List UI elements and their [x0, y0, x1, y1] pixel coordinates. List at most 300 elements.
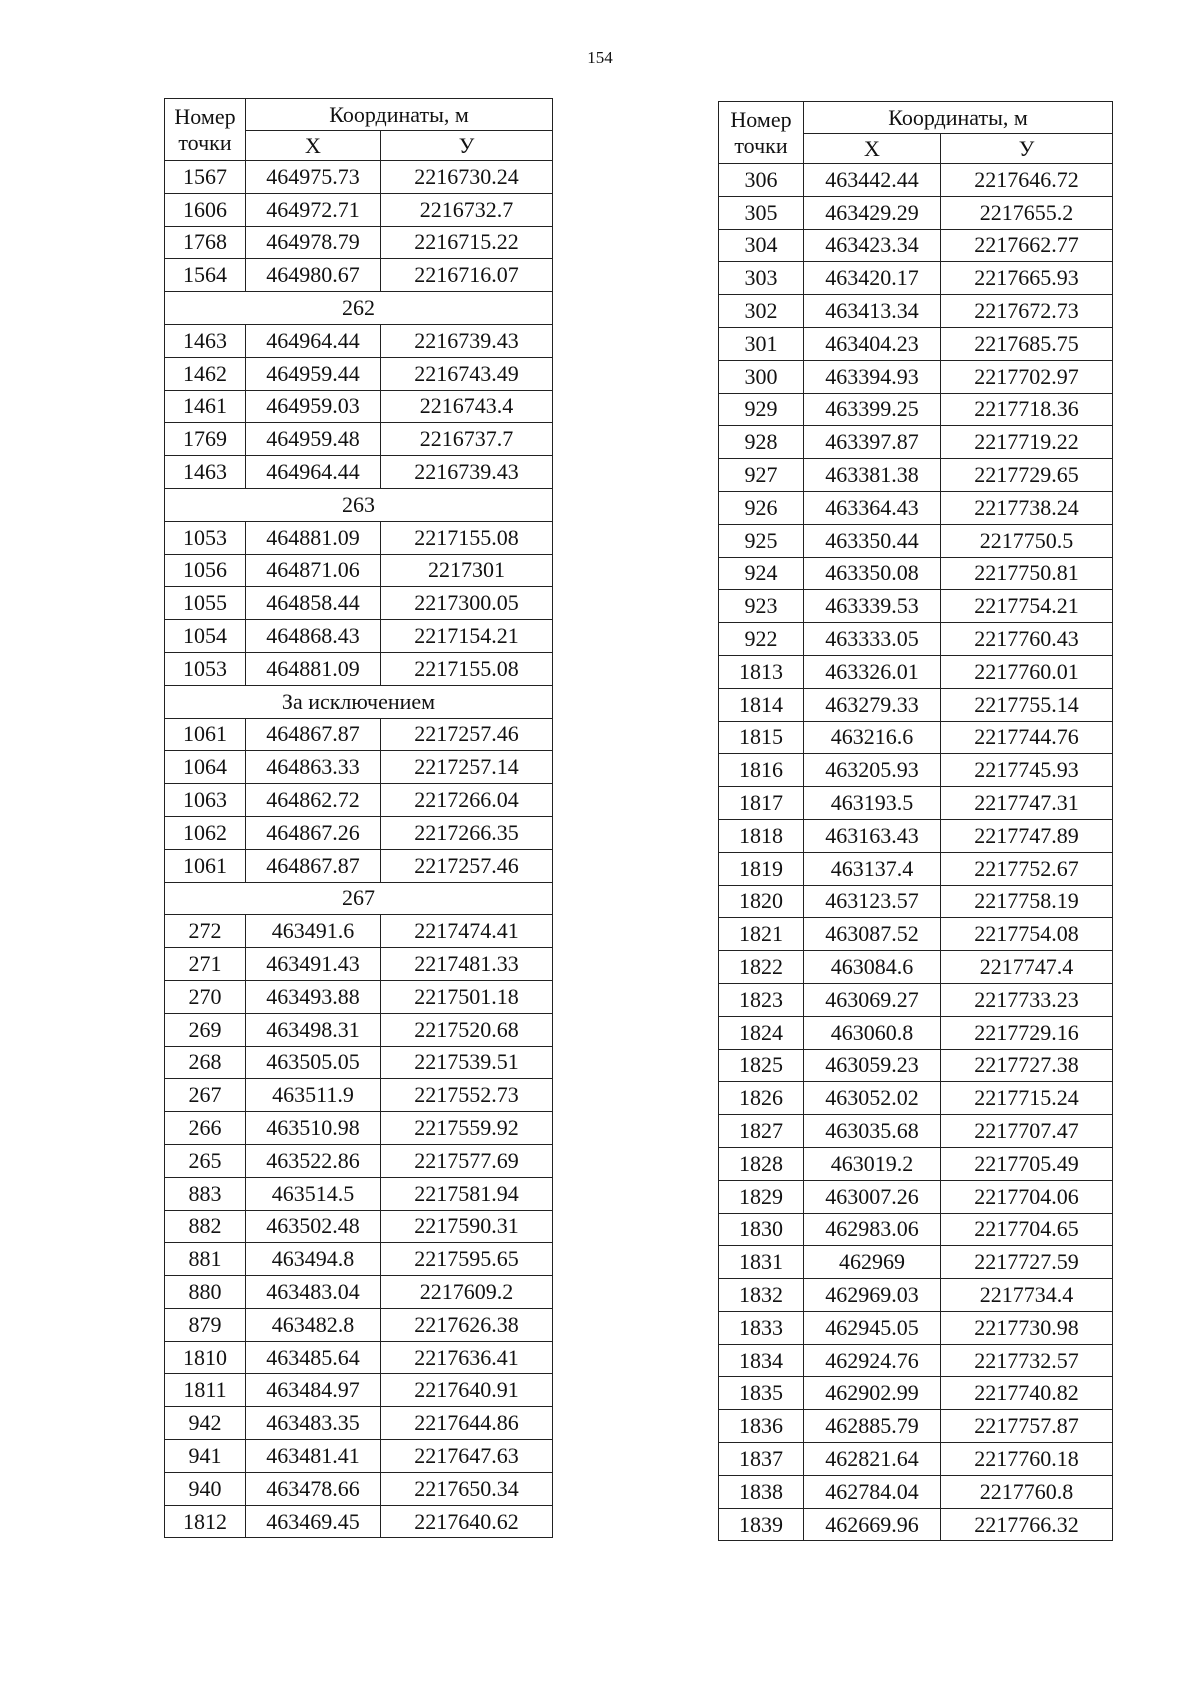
y-coordinate-cell: 2217644.86 — [381, 1407, 553, 1440]
point-number-cell: 940 — [165, 1472, 246, 1505]
point-number-cell: 925 — [719, 524, 804, 557]
table-row — [165, 324, 553, 357]
y-coordinate-cell: 2217750.5 — [941, 524, 1113, 557]
point-number-cell: 879 — [165, 1308, 246, 1341]
x-coordinate-cell: 462983.06 — [804, 1213, 941, 1246]
table-row — [165, 784, 553, 817]
point-number-cell: 1836 — [719, 1410, 804, 1443]
x-coordinate-cell: 463485.64 — [246, 1341, 381, 1374]
y-coordinate-cell: 2217730.98 — [941, 1311, 1113, 1344]
x-coordinate-cell: 464868.43 — [246, 620, 381, 653]
x-coordinate-cell: 463205.93 — [804, 754, 941, 787]
y-coordinate-cell: 2217474.41 — [381, 915, 553, 948]
table-row — [719, 360, 1113, 393]
table-row — [719, 623, 1113, 656]
table-row — [165, 915, 553, 948]
y-coordinate-cell: 2217609.2 — [381, 1276, 553, 1309]
table-row — [165, 456, 553, 489]
y-coordinate-cell: 2217747.31 — [941, 787, 1113, 820]
point-number-cell: 270 — [165, 980, 246, 1013]
coordinates-table-left — [164, 98, 553, 1538]
y-coordinate-cell: 2217301 — [381, 554, 553, 587]
point-number-cell: 1820 — [719, 885, 804, 918]
y-coordinate-cell: 2217734.4 — [941, 1279, 1113, 1312]
table-row — [165, 554, 553, 587]
x-coordinate-cell: 464881.09 — [246, 652, 381, 685]
point-number-cell: 1055 — [165, 587, 246, 620]
table-row — [165, 1440, 553, 1473]
table-row — [165, 1046, 553, 1079]
x-coordinate-cell: 463279.33 — [804, 688, 941, 721]
point-number-cell: 1816 — [719, 754, 804, 787]
point-number-header-line2: точки — [178, 129, 232, 155]
table-row — [719, 688, 1113, 721]
y-coordinate-cell: 2217719.22 — [941, 426, 1113, 459]
table-row — [719, 1016, 1113, 1049]
x-coordinate-cell: 463483.35 — [246, 1407, 381, 1440]
table-row — [719, 557, 1113, 590]
point-number-cell: 1832 — [719, 1279, 804, 1312]
table-row — [165, 259, 553, 292]
x-coordinate-cell: 464867.87 — [246, 718, 381, 751]
section-row — [165, 882, 553, 915]
table-row — [165, 1407, 553, 1440]
point-number-cell: 941 — [165, 1440, 246, 1473]
y-coordinate-cell: 2217733.23 — [941, 983, 1113, 1016]
x-coordinate-cell: 464867.87 — [246, 849, 381, 882]
y-coordinate-cell: 2217626.38 — [381, 1308, 553, 1341]
x-coordinate-cell: 463413.34 — [804, 295, 941, 328]
point-number-cell: 1463 — [165, 324, 246, 357]
point-number-cell: 306 — [719, 164, 804, 197]
point-number-cell: 272 — [165, 915, 246, 948]
point-number-header — [719, 102, 804, 164]
table-row — [165, 357, 553, 390]
y-coordinate-cell: 2217155.08 — [381, 652, 553, 685]
x-coordinate-cell: 463137.4 — [804, 852, 941, 885]
y-coordinate-cell: 2217646.72 — [941, 164, 1113, 197]
table-body-left — [165, 161, 553, 1538]
x-coordinate-cell: 463397.87 — [804, 426, 941, 459]
y-coordinate-cell: 2217155.08 — [381, 521, 553, 554]
point-number-cell: 305 — [719, 196, 804, 229]
y-coordinate-cell: 2216743.4 — [381, 390, 553, 423]
point-number-cell: 1839 — [719, 1508, 804, 1541]
point-number-cell: 304 — [719, 229, 804, 262]
x-coordinate-cell: 463510.98 — [246, 1112, 381, 1145]
table-row — [719, 1475, 1113, 1508]
y-coordinate-cell: 2217755.14 — [941, 688, 1113, 721]
x-coordinate-cell: 464959.03 — [246, 390, 381, 423]
y-coordinate-cell: 2217154.21 — [381, 620, 553, 653]
x-coordinate-cell: 463502.48 — [246, 1210, 381, 1243]
point-number-cell: 1829 — [719, 1180, 804, 1213]
y-coordinate-cell: 2216737.7 — [381, 423, 553, 456]
x-header: Х — [804, 134, 941, 164]
table-row — [719, 951, 1113, 984]
table-row — [719, 590, 1113, 623]
x-coordinate-cell: 463052.02 — [804, 1082, 941, 1115]
table-row — [165, 1243, 553, 1276]
y-coordinate-cell: 2217745.93 — [941, 754, 1113, 787]
y-coordinate-cell: 2217744.76 — [941, 721, 1113, 754]
table-row — [165, 161, 553, 194]
point-number-cell: 268 — [165, 1046, 246, 1079]
x-coordinate-cell: 464975.73 — [246, 161, 381, 194]
y-coordinate-cell: 2217729.65 — [941, 459, 1113, 492]
x-coordinate-cell: 464972.71 — [246, 193, 381, 226]
x-coordinate-cell: 463216.6 — [804, 721, 941, 754]
x-coordinate-cell: 463123.57 — [804, 885, 941, 918]
x-coordinate-cell: 463087.52 — [804, 918, 941, 951]
x-coordinate-cell: 463019.2 — [804, 1147, 941, 1180]
point-number-cell: 1824 — [719, 1016, 804, 1049]
table-row — [719, 1508, 1113, 1541]
table-row — [165, 1374, 553, 1407]
x-coordinate-cell: 463514.5 — [246, 1177, 381, 1210]
point-number-cell: 302 — [719, 295, 804, 328]
y-coordinate-cell: 2217266.04 — [381, 784, 553, 817]
table-row — [165, 423, 553, 456]
table-row — [719, 295, 1113, 328]
table-row — [719, 852, 1113, 885]
y-coordinate-cell: 2217520.68 — [381, 1013, 553, 1046]
point-number-cell: 881 — [165, 1243, 246, 1276]
y-coordinate-cell: 2216730.24 — [381, 161, 553, 194]
x-coordinate-cell: 463035.68 — [804, 1115, 941, 1148]
x-coordinate-cell: 463491.43 — [246, 948, 381, 981]
x-coordinate-cell: 463059.23 — [804, 1049, 941, 1082]
point-number-cell: 1818 — [719, 819, 804, 852]
y-coordinate-cell: 2217647.63 — [381, 1440, 553, 1473]
point-number-cell: 880 — [165, 1276, 246, 1309]
table-row — [719, 1115, 1113, 1148]
section-label: 267 — [165, 882, 553, 915]
point-number-cell: 1821 — [719, 918, 804, 951]
point-number-cell: 1817 — [719, 787, 804, 820]
table-row — [719, 229, 1113, 262]
table-row — [719, 327, 1113, 360]
x-coordinate-cell: 463404.23 — [804, 327, 941, 360]
section-label: 262 — [165, 292, 553, 325]
y-coordinate-cell: 2216715.22 — [381, 226, 553, 259]
x-coordinate-cell: 463326.01 — [804, 655, 941, 688]
y-coordinate-cell: 2217595.65 — [381, 1243, 553, 1276]
x-coordinate-cell: 464978.79 — [246, 226, 381, 259]
point-number-cell: 1063 — [165, 784, 246, 817]
table-row — [165, 1013, 553, 1046]
y-coordinate-cell: 2217501.18 — [381, 980, 553, 1013]
x-coordinate-cell: 463007.26 — [804, 1180, 941, 1213]
x-coordinate-cell: 464980.67 — [246, 259, 381, 292]
section-row — [165, 685, 553, 718]
table-row — [165, 1308, 553, 1341]
table-row — [165, 1472, 553, 1505]
x-coordinate-cell: 463478.66 — [246, 1472, 381, 1505]
table-row — [719, 1180, 1113, 1213]
table-row — [719, 1213, 1113, 1246]
table-row — [719, 1082, 1113, 1115]
point-number-cell: 1831 — [719, 1246, 804, 1279]
table-row — [719, 524, 1113, 557]
x-coordinate-cell: 464863.33 — [246, 751, 381, 784]
x-coordinate-cell: 464867.26 — [246, 816, 381, 849]
y-coordinate-cell: 2217718.36 — [941, 393, 1113, 426]
y-coordinate-cell: 2217552.73 — [381, 1079, 553, 1112]
table-row — [165, 1144, 553, 1177]
table-row — [719, 1311, 1113, 1344]
y-coordinate-cell: 2217257.46 — [381, 718, 553, 751]
y-coordinate-cell: 2217559.92 — [381, 1112, 553, 1145]
table-row — [719, 721, 1113, 754]
point-number-header — [165, 99, 246, 161]
table-row — [165, 620, 553, 653]
point-number-cell: 1834 — [719, 1344, 804, 1377]
table-row — [719, 426, 1113, 459]
coordinates-header: Координаты, м — [246, 99, 553, 131]
x-coordinate-cell: 462821.64 — [804, 1443, 941, 1476]
point-number-cell: 265 — [165, 1144, 246, 1177]
coordinates-table-right — [718, 101, 1113, 1541]
point-number-cell: 923 — [719, 590, 804, 623]
point-number-cell: 922 — [719, 623, 804, 656]
point-number-cell: 1815 — [719, 721, 804, 754]
table-row — [719, 459, 1113, 492]
x-header: Х — [246, 131, 381, 161]
table-row — [165, 193, 553, 226]
y-coordinate-cell: 2217577.69 — [381, 1144, 553, 1177]
point-number-cell: 1826 — [719, 1082, 804, 1115]
x-coordinate-cell: 463069.27 — [804, 983, 941, 1016]
x-coordinate-cell: 464858.44 — [246, 587, 381, 620]
y-coordinate-cell: 2217732.57 — [941, 1344, 1113, 1377]
section-label: За исключением — [165, 685, 553, 718]
y-coordinate-cell: 2217740.82 — [941, 1377, 1113, 1410]
table-row — [719, 1443, 1113, 1476]
table-row — [165, 1210, 553, 1243]
y-coordinate-cell: 2217300.05 — [381, 587, 553, 620]
y-coordinate-cell: 2217539.51 — [381, 1046, 553, 1079]
y-coordinate-cell: 2217655.2 — [941, 196, 1113, 229]
x-coordinate-cell: 462969.03 — [804, 1279, 941, 1312]
x-coordinate-cell: 463339.53 — [804, 590, 941, 623]
point-number-cell: 929 — [719, 393, 804, 426]
y-coordinate-cell: 2217640.62 — [381, 1505, 553, 1538]
point-number-cell: 1812 — [165, 1505, 246, 1538]
y-coordinate-cell: 2217685.75 — [941, 327, 1113, 360]
point-number-cell: 300 — [719, 360, 804, 393]
table-row — [719, 262, 1113, 295]
point-number-cell: 1828 — [719, 1147, 804, 1180]
x-coordinate-cell: 463364.43 — [804, 491, 941, 524]
y-header: У — [381, 131, 553, 161]
section-row — [165, 292, 553, 325]
y-coordinate-cell: 2216739.43 — [381, 456, 553, 489]
table-row — [165, 587, 553, 620]
y-coordinate-cell: 2217581.94 — [381, 1177, 553, 1210]
x-coordinate-cell: 463483.04 — [246, 1276, 381, 1309]
y-coordinate-cell: 2217481.33 — [381, 948, 553, 981]
y-coordinate-cell: 2217727.59 — [941, 1246, 1113, 1279]
x-coordinate-cell: 462784.04 — [804, 1475, 941, 1508]
table-row — [719, 787, 1113, 820]
page-number: 154 — [587, 48, 613, 67]
x-coordinate-cell: 463511.9 — [246, 1079, 381, 1112]
table-row — [165, 1505, 553, 1538]
x-coordinate-cell: 463193.5 — [804, 787, 941, 820]
y-coordinate-cell: 2217590.31 — [381, 1210, 553, 1243]
table-row — [719, 164, 1113, 197]
y-coordinate-cell: 2217704.65 — [941, 1213, 1113, 1246]
point-number-cell: 1830 — [719, 1213, 804, 1246]
table-row — [719, 819, 1113, 852]
y-coordinate-cell: 2217754.08 — [941, 918, 1113, 951]
point-number-cell: 1822 — [719, 951, 804, 984]
x-coordinate-cell: 463484.97 — [246, 1374, 381, 1407]
table-row — [719, 1279, 1113, 1312]
y-coordinate-cell: 2216716.07 — [381, 259, 553, 292]
table-row — [719, 918, 1113, 951]
point-number-cell: 926 — [719, 491, 804, 524]
x-coordinate-cell: 463522.86 — [246, 1144, 381, 1177]
x-coordinate-cell: 463491.6 — [246, 915, 381, 948]
x-coordinate-cell: 463505.05 — [246, 1046, 381, 1079]
point-number-cell: 927 — [719, 459, 804, 492]
table-row — [719, 1377, 1113, 1410]
table-row — [719, 1147, 1113, 1180]
y-coordinate-cell: 2217729.16 — [941, 1016, 1113, 1049]
y-coordinate-cell: 2217747.89 — [941, 819, 1113, 852]
point-number-cell: 266 — [165, 1112, 246, 1145]
table-row — [165, 1079, 553, 1112]
x-coordinate-cell: 463498.31 — [246, 1013, 381, 1046]
table-row — [719, 754, 1113, 787]
x-coordinate-cell: 463423.34 — [804, 229, 941, 262]
point-number-cell: 1810 — [165, 1341, 246, 1374]
table-row — [165, 849, 553, 882]
y-coordinate-cell: 2217640.91 — [381, 1374, 553, 1407]
point-number-cell: 1053 — [165, 652, 246, 685]
x-coordinate-cell: 464862.72 — [246, 784, 381, 817]
y-coordinate-cell: 2217750.81 — [941, 557, 1113, 590]
point-number-cell: 269 — [165, 1013, 246, 1046]
point-number-cell: 1062 — [165, 816, 246, 849]
y-coordinate-cell: 2217757.87 — [941, 1410, 1113, 1443]
section-row — [165, 488, 553, 521]
x-coordinate-cell: 463429.29 — [804, 196, 941, 229]
y-coordinate-cell: 2216732.7 — [381, 193, 553, 226]
table-row — [719, 196, 1113, 229]
table-row — [165, 652, 553, 685]
point-number-cell: 1606 — [165, 193, 246, 226]
x-coordinate-cell: 463481.41 — [246, 1440, 381, 1473]
point-number-cell: 1813 — [719, 655, 804, 688]
y-coordinate-cell: 2217760.8 — [941, 1475, 1113, 1508]
table-row — [165, 1276, 553, 1309]
point-number-cell: 928 — [719, 426, 804, 459]
table-row — [165, 816, 553, 849]
point-number-header-line2: точки — [734, 132, 788, 158]
table-row — [719, 1344, 1113, 1377]
table-row — [719, 1410, 1113, 1443]
point-number-cell: 1837 — [719, 1443, 804, 1476]
table-row — [165, 521, 553, 554]
y-coordinate-cell: 2217752.67 — [941, 852, 1113, 885]
point-number-cell: 1823 — [719, 983, 804, 1016]
point-number-cell: 1827 — [719, 1115, 804, 1148]
x-coordinate-cell: 463493.88 — [246, 980, 381, 1013]
point-number-cell: 303 — [719, 262, 804, 295]
point-number-cell: 1463 — [165, 456, 246, 489]
point-number-cell: 1769 — [165, 423, 246, 456]
y-coordinate-cell: 2217747.4 — [941, 951, 1113, 984]
x-coordinate-cell: 463394.93 — [804, 360, 941, 393]
x-coordinate-cell: 463163.43 — [804, 819, 941, 852]
table-row — [165, 751, 553, 784]
x-coordinate-cell: 462945.05 — [804, 1311, 941, 1344]
point-number-cell: 301 — [719, 327, 804, 360]
x-coordinate-cell: 464871.06 — [246, 554, 381, 587]
y-coordinate-cell: 2216743.49 — [381, 357, 553, 390]
point-number-cell: 1064 — [165, 751, 246, 784]
x-coordinate-cell: 463494.8 — [246, 1243, 381, 1276]
table-row — [719, 983, 1113, 1016]
y-coordinate-cell: 2216739.43 — [381, 324, 553, 357]
x-coordinate-cell: 464959.48 — [246, 423, 381, 456]
x-coordinate-cell: 463084.6 — [804, 951, 941, 984]
x-coordinate-cell: 463333.05 — [804, 623, 941, 656]
y-coordinate-cell: 2217672.73 — [941, 295, 1113, 328]
point-number-cell: 882 — [165, 1210, 246, 1243]
table-row — [165, 948, 553, 981]
x-coordinate-cell: 464959.44 — [246, 357, 381, 390]
table-row — [165, 980, 553, 1013]
table-row — [719, 393, 1113, 426]
x-coordinate-cell: 463350.08 — [804, 557, 941, 590]
y-coordinate-cell: 2217266.35 — [381, 816, 553, 849]
point-number-cell: 1564 — [165, 259, 246, 292]
point-number-cell: 1056 — [165, 554, 246, 587]
x-coordinate-cell: 462669.96 — [804, 1508, 941, 1541]
point-number-cell: 942 — [165, 1407, 246, 1440]
section-label: 263 — [165, 488, 553, 521]
point-number-cell: 1054 — [165, 620, 246, 653]
point-number-cell: 1768 — [165, 226, 246, 259]
y-coordinate-cell: 2217650.34 — [381, 1472, 553, 1505]
y-coordinate-cell: 2217738.24 — [941, 491, 1113, 524]
y-coordinate-cell: 2217727.38 — [941, 1049, 1113, 1082]
table-row — [165, 1112, 553, 1145]
x-coordinate-cell: 464964.44 — [246, 324, 381, 357]
point-number-cell: 1835 — [719, 1377, 804, 1410]
x-coordinate-cell: 463482.8 — [246, 1308, 381, 1341]
x-coordinate-cell: 463381.38 — [804, 459, 941, 492]
table-row — [165, 718, 553, 751]
x-coordinate-cell: 462885.79 — [804, 1410, 941, 1443]
x-coordinate-cell: 463350.44 — [804, 524, 941, 557]
point-number-header-line1: Номер — [174, 103, 236, 129]
point-number-cell: 1838 — [719, 1475, 804, 1508]
table-row — [165, 390, 553, 423]
point-number-cell: 1061 — [165, 718, 246, 751]
point-number-cell: 1811 — [165, 1374, 246, 1407]
point-number-cell: 1061 — [165, 849, 246, 882]
x-coordinate-cell: 462924.76 — [804, 1344, 941, 1377]
point-number-cell: 1833 — [719, 1311, 804, 1344]
table-row — [165, 226, 553, 259]
y-coordinate-cell: 2217705.49 — [941, 1147, 1113, 1180]
y-coordinate-cell: 2217758.19 — [941, 885, 1113, 918]
